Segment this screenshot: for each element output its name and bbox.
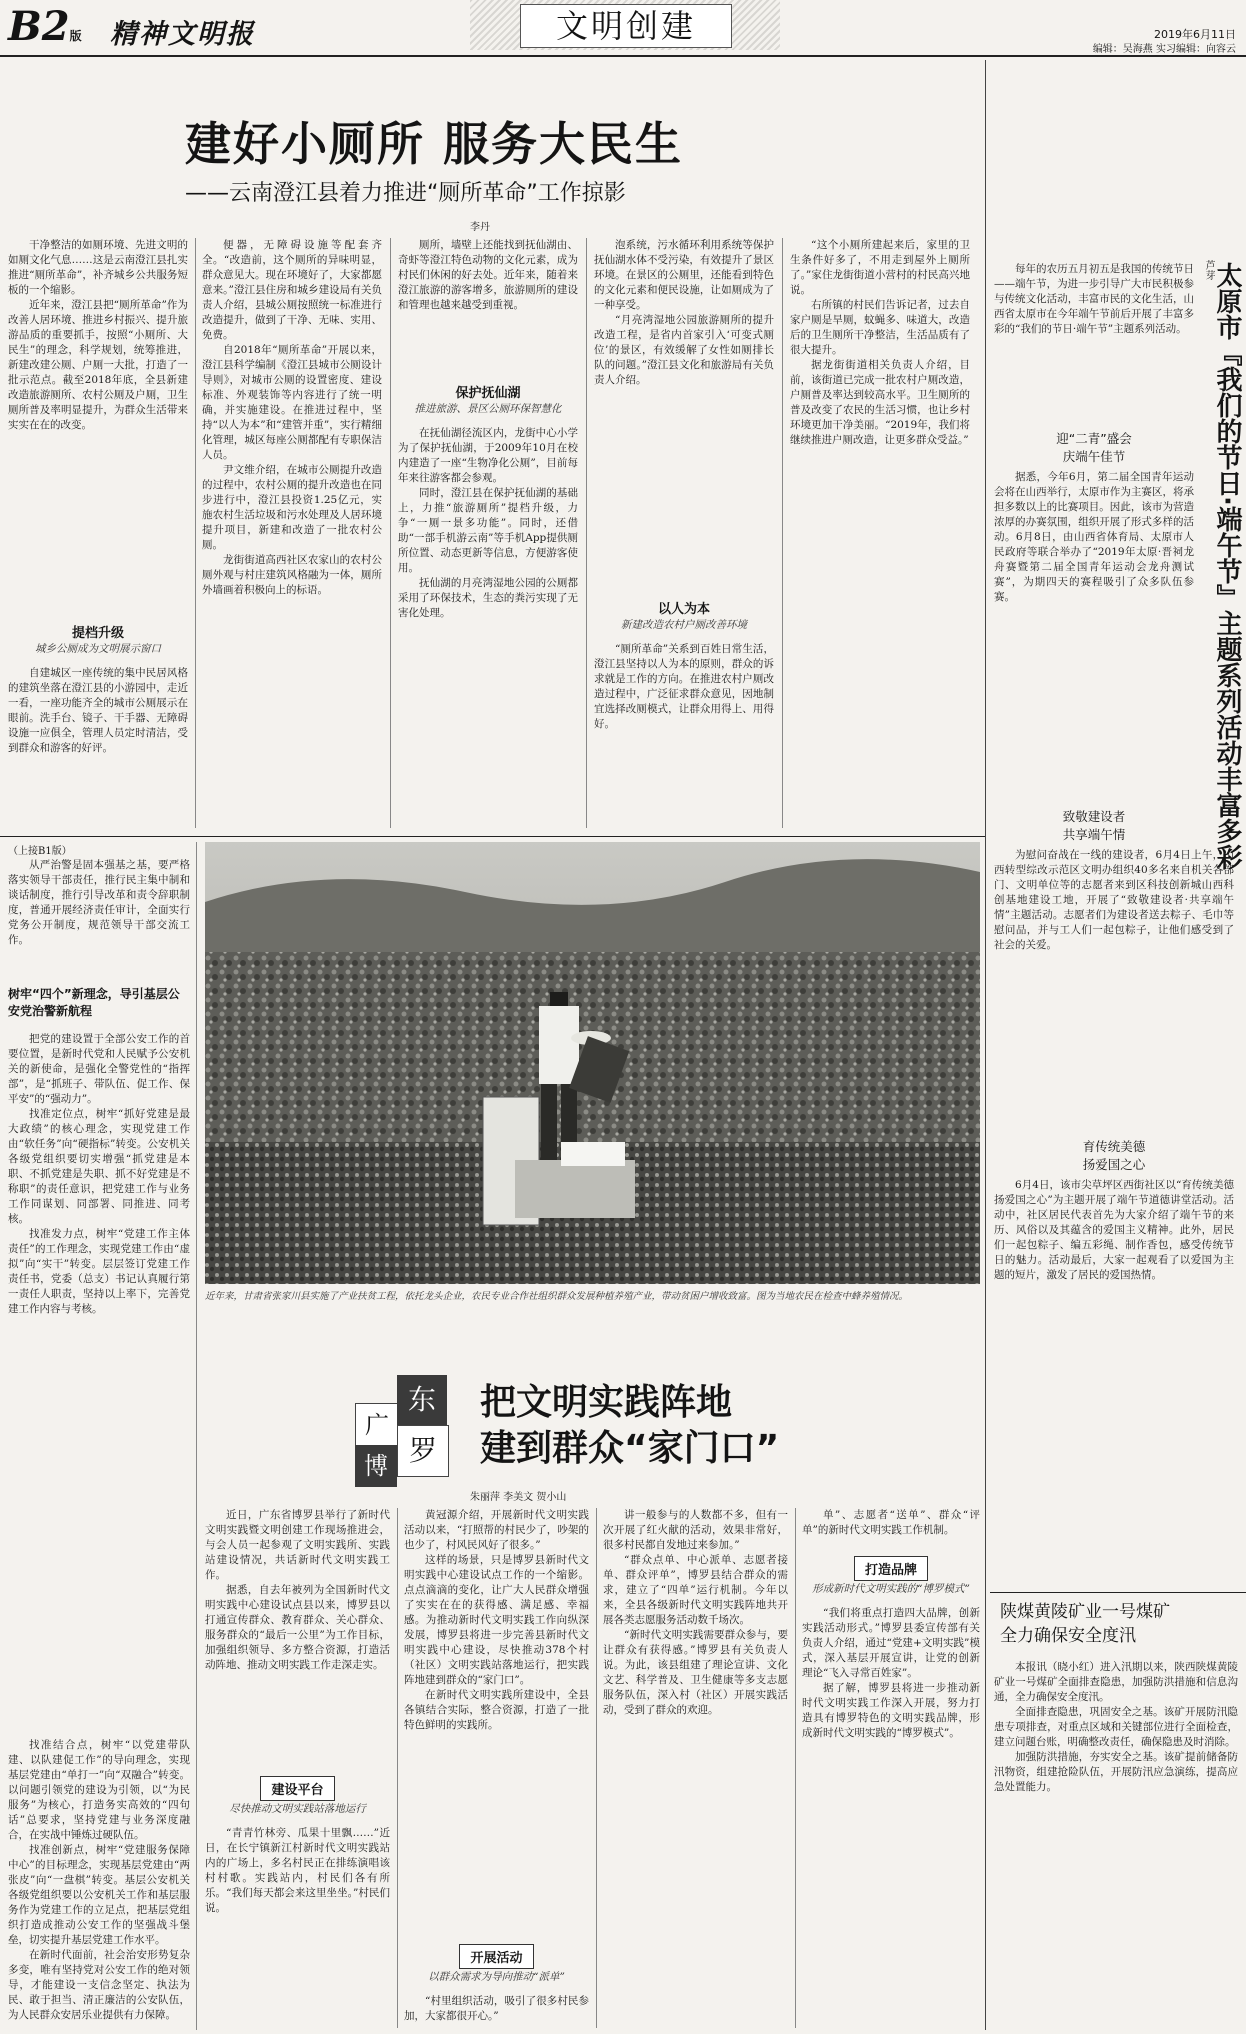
sidebar-para-3: 6月4日，该市尖草坪区西街社区以“育传统美德 扬爱国之心”为主题开展了端午节道德讲堂活动。活动中，社区居民代表首先为大家介绍了端午节的来历、风俗以及其蕴含的爱国主义精神。此外，居民们一起包粽子、编五彩绳、制作香包，感受传统节日的魅力。活动最后，大家一起观看了以爱国为主题的短片，激发了居民的爱国热情。 (994, 1179, 1234, 1281)
editor-line: 编辑：吴海燕 实习编辑：向容云 (1092, 44, 1236, 55)
article3-col1: 近日，广东省博罗县举行了新时代文明实践暨文明创建工作现场推进会，与会人员一起参观了文明实践所、实践站建设情况，共话新时代文明实践工作。 据悉，自去年被列为全国新时代文明实践中心建设试点县以来，博罗县以打通宣传群众、教育群众、关心群众、服务群众的“最后一公里”为工作目标，加强组织领导、多方整合资源，打造活动阵地、推动文明实践工作走深走实。 (205, 1509, 390, 1671)
article1-col1: 干净整洁的如厕环境、先进文明的如厕文化气息……这是云南澄江县扎实推进“厕所革命”，补齐城乡公共服务短板的一个缩影。 近年来，澄江县把“厕所革命”作为改善人居环境、推进乡村振兴、提升旅游品质的重要抓手，按照“小厕所、大民生”的理念，科学规划，统筹推进，新建改建公厕、户厕一大批，打造了一批示范点。截至2018年底，全县新建改造旅游厕所、农村公厕及户厕，卫生厕所普及率明显提升，为群众生活带来实实在在的改变。 (8, 239, 188, 431)
article1-subtitle: ——云南澄江县着力推进“厕所革命”工作掠影 (185, 181, 626, 206)
divider (782, 238, 783, 828)
article2-col1b: 把党的建设置于全部公安工作的首要位置，是新时代党和人民赋予公安机关的新使命，是强化全警党性的“指挥部”，是“抓班子、带队伍、促工作、保平安”的“强动力”。 找准定位点，树牢“抓好党建是最大政绩”的核心理念，实现党建工作由“软任务”向“硬指标”转变。公安机关各级党组织要切实增强“抓党建是本职、不抓党建是失职、抓不好党建是不称职”的责任意识，把党建工作与业务工作同谋划、同部署、同推进、同考核。 找准发力点，树牢“党建工作主体责任”的工作理念，实现党建工作由“虚拟”向“实干”转变。层层签订党建工作责任书，党委（总支）书记认真履行第一责任人职责，坚持以上率下，完善党建工作内容与考核。 (8, 1033, 190, 1315)
article3-col4b: “我们将重点打造四大品牌，创新实践活动形式。”博罗县委宣传部有关负责人介绍，通过“党建+文明实践”模式，深入基层开展宣讲，让党的创新理论“飞入寻常百姓家”。 据了解，博罗县将进一步推动新时代文明实践工作深入开展，努力打造具有博罗特色的文明实践品牌，形成新时代文明实践的“博罗模式”。 (802, 1607, 980, 1739)
article1-col1b: 自建城区一座传统的集中民居风格的建筑坐落在澄江县的小游园中，走近一看，一座功能齐全的城市公厕展示在眼前。洗手台、镜子、干手器、无障碍设施一应俱全，管理人员定时清洁，受到群众和游客的好评。 (8, 667, 188, 754)
article1-author: 李丹 (470, 222, 490, 233)
tag-char-3: 博 (355, 1445, 397, 1487)
article2-headline: 树牢“四个”新理念，导引基层公安党治警新航程 (8, 987, 180, 1018)
sidebar-intro: 每年的农历五月初五是我国的传统节日——端午节，为进一步引导广大市民积极参与传统文化活动，丰富市民的文化生活，山西省太原市在今年端午节前后开展了丰富多彩的“我们的节日·端午节”主题系列活动。 (994, 263, 1194, 335)
divider (196, 842, 197, 2030)
article1-col3-head: 保护抚仙湖 推进旅游、景区公厕环保智慧化 (414, 386, 562, 415)
article2-continued: （上接B1版） (8, 846, 72, 857)
article3-col1-head: 建设平台 尽快推动文明实践站落地运行 (205, 1776, 390, 1816)
article1-col5: “这个小厕所建起来后，家里的卫生条件好多了，不用走到屋外上厕所了。”家住龙街街道小营村的村民高兴地说。 右所镇的村民们告诉记者，过去自家户厕是旱厕，蚊蝇多、味道大，改造后的卫生厕所干净整洁，生活品质有了很大提升。 据龙街街道相关负责人介绍，目前，该街道已完成一批农村户厕改造，户厕普及率达到较高水平。卫生厕所的普及改变了农民的生活习惯，也让乡村环境更加干净美丽。“2019年，我们将继续推进户厕改造，让更多群众受益。” (790, 239, 970, 446)
sidebar-label: 芦芽 (1203, 260, 1214, 280)
article3-col4-head: 打造品牌 形成新时代文明实践的“博罗模式” (802, 1556, 980, 1596)
masthead (0, 0, 1246, 56)
article3-title: 把文明实践阵地 建到群众“家门口” (480, 1382, 780, 1469)
field-photo-image (205, 842, 980, 1284)
sidebar-bottom-text: 本报讯（晓小红）进入汛期以来，陕西陕煤黄陵矿业一号煤矿全面排查隐患，加强防洪措施和信息沟通，全力确保安全度汛。 全面排查隐患，巩固安全之基。该矿开展防汛隐患专项排查，对重点区域和关键部位进行全面检查，建立问题台账，明确整改责任，确保隐患及时消除。 加强防洪措施，夯实安全之基。该矿提前储备防汛物资，组建抢险队伍，开展防汛应急演练，提高应急处置能力。 (994, 1661, 1238, 1793)
article1-title: 建好小厕所 服务大民生 (185, 117, 684, 171)
divider (195, 238, 196, 828)
article3-col4: 单”、志愿者“送单”、群众“评单”的新时代文明实践工作机制。 (802, 1509, 980, 1536)
article1-col2: 便器，无障碍设施等配套齐全。“改造前，这个厕所的异味明显，群众意见大。现在环境好了，大家都愿意来。”澄江县住房和城乡建设局有关负责人介绍，县城公厕按照统一标准进行改造提升，做到了干净、无味、实用、免费。 自2018年“厕所革命”开展以来，澄江县科学编制《澄江县城市公厕设计导则》，对城市公厕的设置密度、建设标准、外观装饰等内容进行了统一明确，并实施建设。在推进过程中，坚持“以人为本”和“建管并重”，实行精细化管理，城区每座公厕都配有专职保洁人员。 尹文维介绍，在城市公厕提升改造的过程中，农村公厕的提升改造也在同步进行中，澄江县投资1.25亿元，实施农村生活垃圾和污水处理及人居环境提升项目，新建和改造了一批农村公厕。 龙街街道高西社区农家山的农村公厕外观与村庄建筑风格融为一体，厕所外墙画着积极向上的标语。 (202, 239, 382, 596)
paper-name: 精神文明报 (110, 19, 255, 50)
article1-bottom-rule (0, 836, 985, 837)
page-number: B2版 (8, 3, 82, 50)
masthead-rule (0, 55, 1246, 57)
photo-caption: 近年来，甘肃省张家川县实施了产业扶贫工程，依托龙头企业，农民专业合作社组织群众发展种植养殖产业，带动贫困户增收致富。图为当地农民在检查中蜂养殖情况。 (205, 1291, 909, 1302)
article1-col4-head: 以人为本 新建改造农村户厕改善环境 (621, 602, 747, 631)
sidebar-heading-2: 致敬建设者 共享端午情 (1062, 809, 1126, 842)
divider (596, 1508, 597, 2028)
article1-col3: 厕所，墙壁上还能找到抚仙湖由、奇虾等澄江特色动物的文化元素，成为村民们休闲的好去处。近年来，随着来澄江旅游的游客增多，旅游厕所的建设和管理也越来越受到重视。 (398, 239, 578, 311)
divider (397, 1508, 398, 2028)
article2-col1: 从严治警是固本强基之基，要严格落实领导干部责任，推行民主集中制和谈话制度，推行引导改革和责令辞职制度，普通开展经济责任审计，全面实行党务公开制度，规范领导干部交流工作。 (8, 859, 190, 946)
article1-col4: 泡系统，污水循环利用系统等保护抚仙湖水体不受污染，有效提升了景区环境。在景区的公厕里，还能看到特色的文化元素和便民设施，让如厕成为了一种享受。 “月亮湾湿地公园旅游厕所的提升改造工程，是省内首家引入‘可变式厕位’的景区，有效缓解了女性如厕排长队的问题。”澄江县文化和旅游局有关负责人介绍。 (594, 239, 774, 386)
tag-char-2: 东 (397, 1375, 447, 1425)
sidebar-heading-1: 迎“二青”盛会 庆端午佳节 (1056, 431, 1132, 464)
article3-col2b: “村里组织活动，吸引了很多村民参加，大家都很开心。” (404, 1995, 589, 2022)
tag-char-4: 罗 (397, 1425, 449, 1477)
article3-col2-head: 开展活动 以群众需求为导向推动“派单” (404, 1944, 589, 1984)
sidebar-para-1: 据悉，今年6月，第二届全国青年运动会将在山西举行，太原市作为主赛区，将承担多数以上的比赛项目。因此，该市为营造浓厚的办赛氛围，组织开展了形式多样的活动。6月8日，由山西省体育局、太原市人民政府等联合举办了“2019年太原·晋祠龙舟赛暨第二届全国青年运动会龙舟测试赛”，为期四天的赛程吸引了众多队伍参赛。 (994, 471, 1194, 603)
section-title: 文明创建 (520, 4, 732, 48)
divider (390, 238, 391, 828)
article1-col3b: 在抚仙湖径流区内，龙街中心小学为了保护抚仙湖，于2009年10月在校内建造了一座“生物净化公厕”，目前每年来往游客都会参观。 同时，澄江县在保护抚仙湖的基础上，力推“旅游厕所”提档升级，力争“一厕一景多功能”。同时，还借助“一部手机游云南”等手机App提供厕所位置、动态更新等信息，方便游客使用。 抚仙湖的月亮湾湿地公园的公厕都采用了环保技术，生态的粪污实现了无害化处理。 (398, 427, 578, 619)
article1-col4b: “厕所革命”关系到百姓日常生活，澄江县坚持以人为本的原则，群众的诉求就是工作的方向。在推进农村户厕改造过程中，广泛征求群众意见，因地制宜选择改厕模式，让群众用得上、用得好。 (594, 643, 774, 730)
sidebar-bottom-title: 陕煤黄陵矿业一号煤矿 全力确保安全度汛 (1000, 1602, 1170, 1646)
article3-col2: 黄冠源介绍，开展新时代文明实践活动以来，“打照帮的村民少了，吵架的也少了，村风民风好了很多。” 这样的场景，只是博罗县新时代文明实践中心建设试点工作的一个缩影。点点滴滴的变化，让广大人民群众增强了实实在在的获得感、满足感、幸福感。为推动新时代文明实践工作向纵深发展，博罗县将进一步完善县新时代文明实践中心建设，尽快推动378个村（社区）文明实践站落地运行，把实践阵地建到群众的“家门口”。 在新时代文明实践所建设中，全县各镇结合实际，整合资源，打造了一批特色鲜明的实践所。 (404, 1509, 589, 1731)
article3-col1b: “青青竹林旁、瓜果十里飘……”近日，在长宁镇新江村新时代文明实践站内的广场上，多名村民正在排练演唱该村村歌。实践站内，村民们各有所乐。“我们每天都会来这里坐坐。”村民们说。 (205, 1827, 390, 1914)
divider (795, 1508, 796, 2028)
issue-date: 2019年6月11日 (1154, 28, 1236, 41)
article2-col2: 找准结合点，树牢“以党建带队建、以队建促工作”的导向理念，实现基层党建由“单打一”向“双融合”转变。以问题引领党的建设为引领，以“为民服务”为核心，打造务实高效的“四句话”总要求，坚持党建与业务深度融合，在实战中锤炼过硬队伍。 找准创新点，树牢“党建服务保障中心”的目标理念，实现基层党建由“两张皮”向“一盘棋”转变。基层公安机关各级党组织要以公安机关工作和基层服务作为党建工作的立足点，把基层党组织打造成推动公安工作的坚强战斗堡垒，切实提升基层党建工作水平。 在新时代面前，社会治安形势复杂多变，唯有坚持党对公安工作的绝对领导，才能建设一支信念坚定、执法为民、敢于担当、清正廉洁的公安队伍，为人民群众安居乐业提供有力保障。 (8, 1739, 190, 2021)
article3-tag (355, 1375, 465, 1485)
divider (586, 238, 587, 828)
tag-char-1: 广 (355, 1403, 399, 1447)
sidebar-vertical-title: 太原市『我们的节日·端午节』主题系列活动丰富多彩 (1212, 262, 1242, 870)
sidebar-heading-3: 育传统美德 扬爱国之心 (1082, 1139, 1146, 1172)
article1-col1-head: 提档升级 城乡公厕成为文明展示窗口 (35, 626, 161, 655)
article3-col3: 讲一般参与的人数都不多，但有一次开展了红火献的活动，效果非常好，很多村民都自发地过来参加。” “群众点单、中心派单、志愿者接单、群众评单”，博罗县结合群众的需求，建立了“四单”运行机制。今年以来，全县各级新时代文明实践阵地共开展各类志愿服务活动数千场次。 “新时代文明实践需要群众参与，要让群众有获得感。”博罗县有关负责人说。为此，该县组建了理论宣讲、文化文艺、科学普及、卫生健康等多支志愿服务队伍，深入村（社区）开展实践活动，受到了群众的欢迎。 (603, 1509, 788, 1716)
article3-byline: 朱丽萍 李美文 贺小山 (470, 1492, 567, 1503)
field-photo (205, 842, 980, 1284)
sidebar-para-2: 为慰问奋战在一线的建设者，6月4日上午，山西转型综改示范区文明办组织40多名来自机关各部门、文明单位等的志愿者来到区科技创新城山西科创基地建设工地，开展了“致敬建设者·共享端午情”主题活动。志愿者们为建设者送去粽子、毛巾等慰问品，并与工人们一起包粽子，让他们感受到了社会的关爱。 (994, 849, 1234, 951)
sidebar-rule (990, 1592, 1246, 1593)
sidebar-divider (985, 60, 986, 2030)
